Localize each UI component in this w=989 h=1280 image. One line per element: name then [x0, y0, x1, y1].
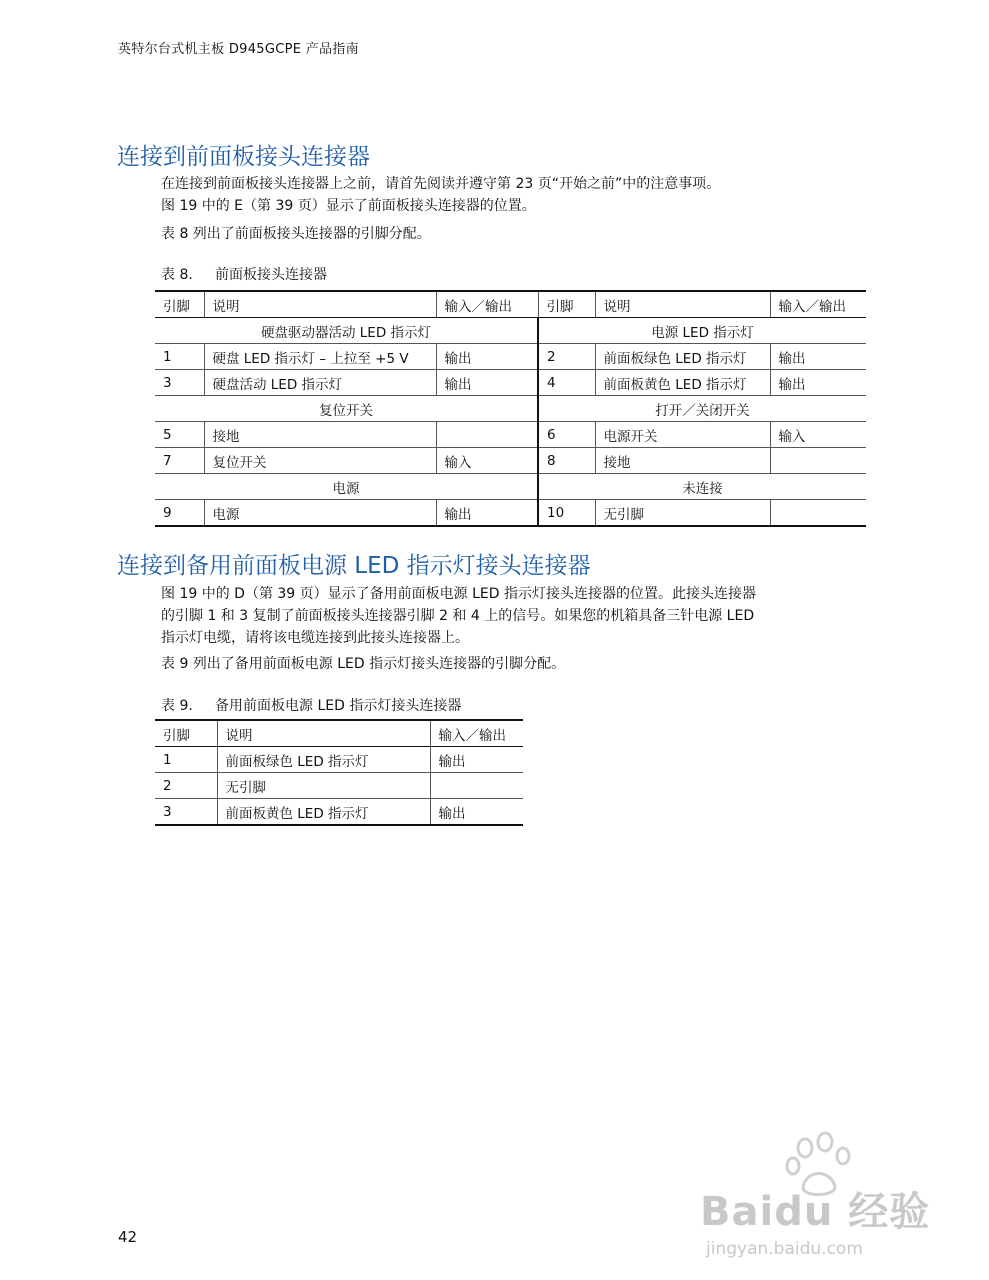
table-row	[155, 500, 866, 527]
cell: 无引脚	[217, 773, 430, 799]
group-title-row	[155, 474, 866, 500]
table-row	[155, 422, 866, 448]
table-header-row	[155, 291, 866, 318]
cell: 无引脚	[595, 500, 770, 527]
cell: 输出	[770, 344, 866, 370]
cell: 9	[155, 500, 204, 527]
cell: 复位开关	[204, 448, 436, 474]
cell: 电源	[204, 500, 436, 527]
cell	[430, 773, 523, 799]
cell: 6	[538, 422, 595, 448]
col-header-description: 说明	[204, 291, 436, 318]
cell: 输出	[430, 799, 523, 826]
paragraph-line: 图 19 中的 D（第 39 页）显示了备用前面板电源 LED 指示灯接头连接器的位置。此接头连接器	[161, 586, 756, 602]
cell	[436, 422, 538, 448]
cell: 3	[155, 799, 217, 826]
col-header-description: 说明	[217, 720, 430, 747]
paragraph-line: 图 19 中的 E（第 39 页）显示了前面板接头连接器的位置。	[161, 198, 536, 214]
caption-label: 表 8.	[161, 267, 193, 283]
section2-paragraph-1	[161, 583, 861, 649]
group-title-row	[155, 318, 866, 344]
table-alt-power-led-header	[155, 719, 523, 826]
paragraph-line: 在连接到前面板接头连接器上之前，请首先阅读并遵守第 23 页“开始之前”中的注意事项。	[161, 176, 721, 192]
cell: 前面板黄色 LED 指示灯	[595, 370, 770, 396]
cell: 输出	[430, 747, 523, 773]
cell: 2	[155, 773, 217, 799]
cell: 输入	[770, 422, 866, 448]
table-row	[155, 370, 866, 396]
caption-title: 前面板接头连接器	[215, 267, 327, 283]
table-row	[155, 344, 866, 370]
cell: 输入	[436, 448, 538, 474]
table-row	[155, 448, 866, 474]
cell: 8	[538, 448, 595, 474]
table8-caption	[161, 264, 327, 284]
cell: 5	[155, 422, 204, 448]
cell: 10	[538, 500, 595, 527]
cell: 前面板黄色 LED 指示灯	[217, 799, 430, 826]
cell: 接地	[595, 448, 770, 474]
col-header-io: 输入／输出	[430, 720, 523, 747]
page-number: 42	[118, 1228, 138, 1246]
section1-paragraph-1	[161, 173, 861, 217]
cell: 前面板绿色 LED 指示灯	[595, 344, 770, 370]
table-header-row	[155, 720, 523, 747]
cell: 7	[155, 448, 204, 474]
cell: 前面板绿色 LED 指示灯	[217, 747, 430, 773]
col-header-pin: 引脚	[538, 291, 595, 318]
section1-paragraph-2: 表 8 列出了前面板接头连接器的引脚分配。	[161, 226, 431, 242]
cell: 1	[155, 344, 204, 370]
cell: 电源开关	[595, 422, 770, 448]
table-row	[155, 747, 523, 773]
table-front-panel-header	[155, 290, 866, 527]
group-title: 电源 LED 指示灯	[538, 318, 866, 344]
cell: 输出	[436, 344, 538, 370]
section-heading-front-panel: 连接到前面板接头连接器	[117, 144, 370, 170]
cell: 硬盘 LED 指示灯 – 上拉至 +5 V	[204, 344, 436, 370]
paragraph-line: 指示灯电缆，请将该电缆连接到此接头连接器上。	[161, 630, 469, 646]
cell: 输出	[436, 500, 538, 527]
cell: 2	[538, 344, 595, 370]
group-title-row	[155, 396, 866, 422]
caption-label: 表 9.	[161, 698, 193, 714]
table-row	[155, 773, 523, 799]
cell: 3	[155, 370, 204, 396]
cell: 输出	[770, 370, 866, 396]
section2-paragraph-2: 表 9 列出了备用前面板电源 LED 指示灯接头连接器的引脚分配。	[161, 656, 566, 672]
col-header-io: 输入／输出	[436, 291, 538, 318]
running-header: 英特尔台式机主板 D945GCPE 产品指南	[118, 42, 359, 57]
cell: 硬盘活动 LED 指示灯	[204, 370, 436, 396]
col-header-pin: 引脚	[155, 291, 204, 318]
cell	[770, 500, 866, 527]
group-title: 未连接	[538, 474, 866, 500]
cell	[770, 448, 866, 474]
watermark-logo: Baidu 经验	[700, 1189, 931, 1235]
group-title: 硬盘驱动器活动 LED 指示灯	[155, 318, 538, 344]
col-header-description: 说明	[595, 291, 770, 318]
table9-caption	[161, 695, 461, 715]
watermark-url: jingyan.baidu.com	[706, 1239, 863, 1259]
caption-title: 备用前面板电源 LED 指示灯接头连接器	[215, 698, 462, 714]
cell: 输出	[436, 370, 538, 396]
watermark	[700, 1180, 930, 1259]
table-row	[155, 799, 523, 826]
group-title: 复位开关	[155, 396, 538, 422]
section-heading-alt-power-led: 连接到备用前面板电源 LED 指示灯接头连接器	[117, 553, 591, 579]
cell: 1	[155, 747, 217, 773]
group-title: 电源	[155, 474, 538, 500]
group-title: 打开／关闭开关	[538, 396, 866, 422]
col-header-io: 输入／输出	[770, 291, 866, 318]
col-header-pin: 引脚	[155, 720, 217, 747]
cell: 接地	[204, 422, 436, 448]
paragraph-line: 的引脚 1 和 3 复制了前面板接头连接器引脚 2 和 4 上的信号。如果您的机箱具备三针电源 LED	[161, 608, 755, 624]
cell: 4	[538, 370, 595, 396]
